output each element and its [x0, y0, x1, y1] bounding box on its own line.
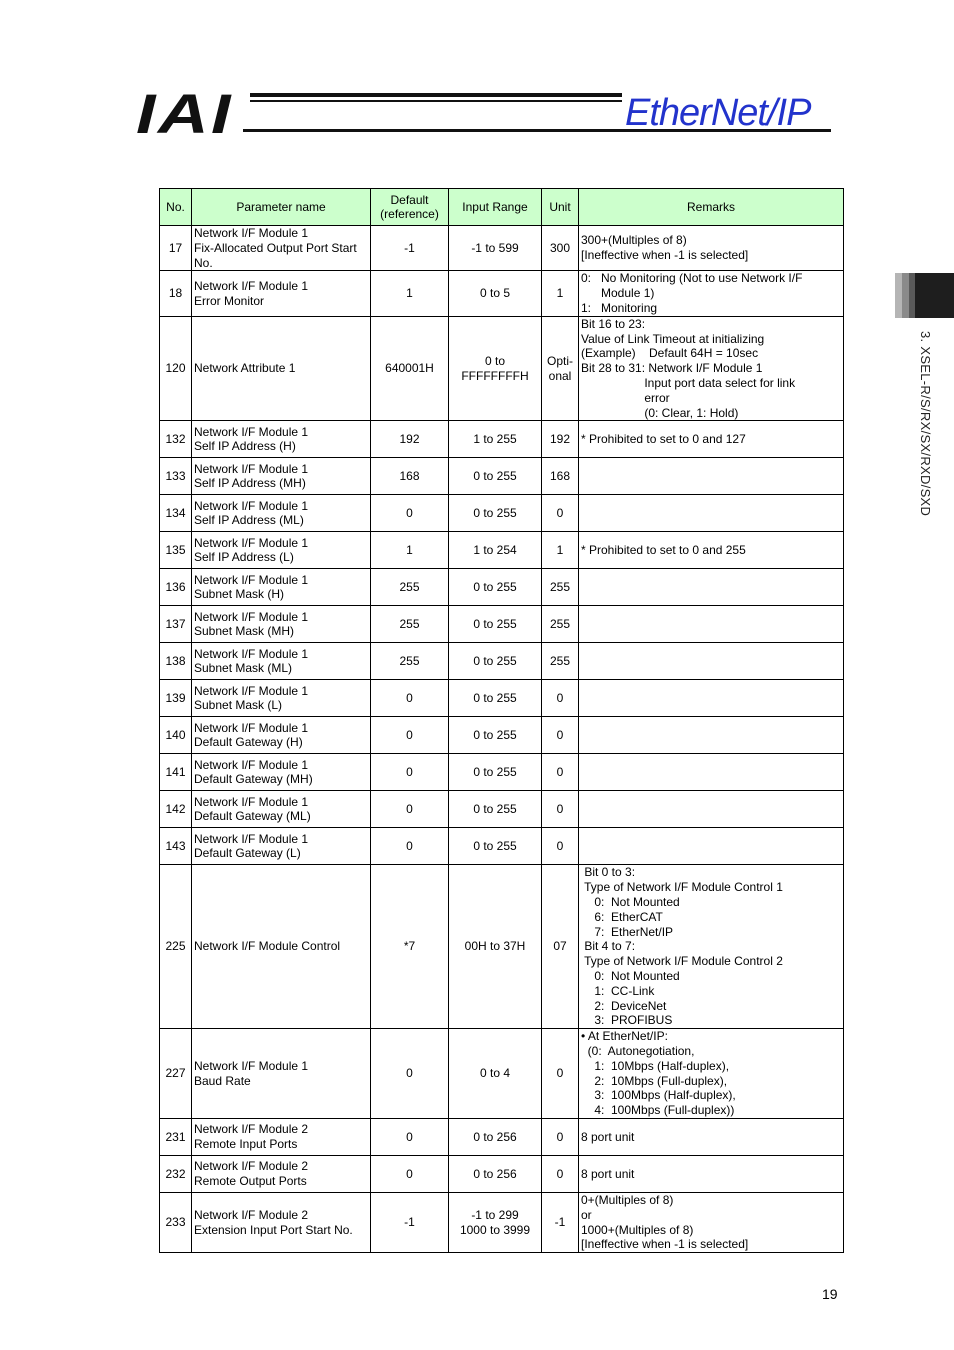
cell-input-range: -1 to 599	[449, 226, 542, 271]
cell-default: 0	[371, 717, 449, 754]
cell-input-range: 0 to 256	[449, 1155, 542, 1192]
table-row	[160, 226, 844, 271]
col-header-default: Default (reference)	[371, 189, 449, 226]
cell-parameter-name: Network I/F Module 1 Subnet Mask (L)	[192, 680, 371, 717]
cell-remarks: * Prohibited to set to 0 and 255	[579, 532, 844, 569]
cell-default: 168	[371, 458, 449, 495]
cell-input-range: 0 to 255	[449, 606, 542, 643]
cell-parameter-name: Network I/F Module 1 Self IP Address (H)	[192, 421, 371, 458]
table-row	[160, 1155, 844, 1192]
table-row	[160, 271, 844, 316]
cell-default: 640001H	[371, 316, 449, 421]
cell-remarks: Bit 0 to 3: Type of Network I/F Module Control 1 0: Not Mounted 6: EtherCAT 7: EtherNet/IP Bit 4 to 7: Type of Network I/F Module Control 2 0: Not Mounted 1: CC-Link 2: DeviceNet 3: PROFIBUS	[579, 865, 844, 1029]
cell-input-range: 0 to 4	[449, 1029, 542, 1119]
cell-unit: 0	[542, 1155, 579, 1192]
cell-remarks: 8 port unit	[579, 1118, 844, 1155]
page-number: 19	[822, 1286, 838, 1302]
table-row	[160, 754, 844, 791]
table-row	[160, 421, 844, 458]
cell-unit: 0	[542, 754, 579, 791]
cell-unit: 0	[542, 828, 579, 865]
table-row	[160, 532, 844, 569]
col-header-remarks: Remarks	[579, 189, 844, 226]
cell-input-range: 0 to 255	[449, 680, 542, 717]
cell-unit: 0	[542, 495, 579, 532]
cell-input-range: 0 to FFFFFFFFH	[449, 316, 542, 421]
cell-parameter-name: Network I/F Module 1 Default Gateway (MH)	[192, 754, 371, 791]
cell-unit: 255	[542, 643, 579, 680]
cell-no: 143	[160, 828, 192, 865]
cell-input-range: 0 to 255	[449, 643, 542, 680]
cell-remarks	[579, 569, 844, 606]
cell-input-range: 0 to 255	[449, 828, 542, 865]
cell-default: 0	[371, 680, 449, 717]
table-row	[160, 1029, 844, 1119]
cell-no: 232	[160, 1155, 192, 1192]
col-header-input-range: Input Range	[449, 189, 542, 226]
table-row	[160, 606, 844, 643]
cell-parameter-name: Network I/F Module 1 Subnet Mask (ML)	[192, 643, 371, 680]
cell-input-range: 1 to 254	[449, 532, 542, 569]
table-row	[160, 458, 844, 495]
cell-default: *7	[371, 865, 449, 1029]
cell-default: 255	[371, 643, 449, 680]
cell-parameter-name: Network I/F Module 1 Self IP Address (L)	[192, 532, 371, 569]
cell-input-range: 0 to 255	[449, 754, 542, 791]
cell-unit: 255	[542, 569, 579, 606]
cell-remarks: 0: No Monitoring (Not to use Network I/F Module 1) 1: Monitoring	[579, 271, 844, 316]
table-header-row	[160, 189, 844, 226]
table-row	[160, 1118, 844, 1155]
cell-no: 134	[160, 495, 192, 532]
table-row	[160, 680, 844, 717]
cell-parameter-name: Network I/F Module 1 Self IP Address (MH)	[192, 458, 371, 495]
cell-default: 255	[371, 606, 449, 643]
table-row	[160, 569, 844, 606]
cell-input-range: 0 to 255	[449, 495, 542, 532]
cell-parameter-name: Network I/F Module 1 Self IP Address (ML)	[192, 495, 371, 532]
cell-default: 0	[371, 828, 449, 865]
table-row	[160, 1192, 844, 1252]
cell-remarks	[579, 495, 844, 532]
cell-remarks	[579, 458, 844, 495]
cell-parameter-name: Network I/F Module 2 Extension Input Port Start No.	[192, 1192, 371, 1252]
cell-parameter-name: Network I/F Module Control	[192, 865, 371, 1029]
cell-unit: Opti- onal	[542, 316, 579, 421]
cell-no: 120	[160, 316, 192, 421]
cell-no: 17	[160, 226, 192, 271]
cell-input-range: 0 to 255	[449, 569, 542, 606]
cell-parameter-name: Network I/F Module 1 Fix-Allocated Output Port Start No.	[192, 226, 371, 271]
cell-remarks	[579, 717, 844, 754]
cell-input-range: 00H to 37H	[449, 865, 542, 1029]
cell-default: 1	[371, 271, 449, 316]
cell-default: 0	[371, 791, 449, 828]
cell-parameter-name: Network I/F Module 1 Subnet Mask (MH)	[192, 606, 371, 643]
cell-unit: 0	[542, 680, 579, 717]
cell-default: 255	[371, 569, 449, 606]
cell-remarks: 300+(Multiples of 8) [Ineffective when -1 is selected]	[579, 226, 844, 271]
cell-no: 141	[160, 754, 192, 791]
cell-default: 0	[371, 754, 449, 791]
cell-remarks: 0+(Multiples of 8) or 1000+(Multiples of 8) [Ineffective when -1 is selected]	[579, 1192, 844, 1252]
cell-unit: 0	[542, 717, 579, 754]
cell-unit: 255	[542, 606, 579, 643]
cell-input-range: 0 to 255	[449, 717, 542, 754]
cell-no: 231	[160, 1118, 192, 1155]
col-header-no: No.	[160, 189, 192, 226]
cell-parameter-name: Network I/F Module 1 Default Gateway (L)	[192, 828, 371, 865]
cell-input-range: -1 to 299 1000 to 3999	[449, 1192, 542, 1252]
cell-parameter-name: Network I/F Module 1 Error Monitor	[192, 271, 371, 316]
cell-input-range: 0 to 256	[449, 1118, 542, 1155]
cell-remarks	[579, 828, 844, 865]
cell-default: 0	[371, 495, 449, 532]
cell-unit: 0	[542, 1118, 579, 1155]
col-header-parameter-name: Parameter name	[192, 189, 371, 226]
chapter-tab-marker	[895, 273, 954, 318]
table-row	[160, 865, 844, 1029]
header-rule-top-thin	[250, 100, 622, 102]
ethernet-ip-logo: EtherNet/IP	[625, 92, 811, 134]
cell-unit: 0	[542, 791, 579, 828]
cell-unit: 1	[542, 271, 579, 316]
cell-no: 139	[160, 680, 192, 717]
cell-no: 132	[160, 421, 192, 458]
cell-no: 135	[160, 532, 192, 569]
header-rule-top	[250, 93, 622, 97]
cell-remarks	[579, 754, 844, 791]
parameter-table	[159, 188, 844, 1253]
cell-no: 140	[160, 717, 192, 754]
cell-no: 225	[160, 865, 192, 1029]
cell-remarks: 8 port unit	[579, 1155, 844, 1192]
table-row	[160, 495, 844, 532]
cell-no: 137	[160, 606, 192, 643]
cell-input-range: 0 to 5	[449, 271, 542, 316]
col-header-unit: Unit	[542, 189, 579, 226]
cell-unit: 1	[542, 532, 579, 569]
cell-remarks	[579, 643, 844, 680]
cell-parameter-name: Network I/F Module 1 Subnet Mask (H)	[192, 569, 371, 606]
cell-parameter-name: Network I/F Module 2 Remote Input Ports	[192, 1118, 371, 1155]
cell-input-range: 0 to 255	[449, 791, 542, 828]
cell-remarks	[579, 680, 844, 717]
cell-unit: -1	[542, 1192, 579, 1252]
cell-no: 142	[160, 791, 192, 828]
table-row	[160, 316, 844, 421]
table-row	[160, 828, 844, 865]
table-row	[160, 643, 844, 680]
cell-input-range: 1 to 255	[449, 421, 542, 458]
cell-remarks: Bit 16 to 23: Value of Link Timeout at initializing (Example) Default 64H = 10sec Bit 28 to 31: Network I/F Module 1 Input port data select for link error (0: Clear, 1: Hold)	[579, 316, 844, 421]
cell-remarks: * Prohibited to set to 0 and 127	[579, 421, 844, 458]
cell-unit: 192	[542, 421, 579, 458]
cell-no: 233	[160, 1192, 192, 1252]
cell-parameter-name: Network I/F Module 1 Default Gateway (ML)	[192, 791, 371, 828]
cell-no: 18	[160, 271, 192, 316]
cell-unit: 168	[542, 458, 579, 495]
cell-unit: 0	[542, 1029, 579, 1119]
cell-default: -1	[371, 226, 449, 271]
cell-no: 227	[160, 1029, 192, 1119]
cell-remarks: • At EtherNet/IP: (0: Autonegotiation, 1: 10Mbps (Half-duplex), 2: 10Mbps (Full-duplex), 3: 100Mbps (Half-duplex), 4: 100Mbps (Full-duplex))	[579, 1029, 844, 1119]
cell-default: 1	[371, 532, 449, 569]
chapter-tab-label: 3. XSEL-R/S/RX/SX/RXD/SXD	[918, 331, 933, 517]
table-row	[160, 717, 844, 754]
iai-logo: IAI	[136, 82, 233, 145]
cell-parameter-name: Network I/F Module 1 Baud Rate	[192, 1029, 371, 1119]
cell-input-range: 0 to 255	[449, 458, 542, 495]
cell-no: 133	[160, 458, 192, 495]
cell-no: 136	[160, 569, 192, 606]
cell-remarks	[579, 606, 844, 643]
cell-default: -1	[371, 1192, 449, 1252]
cell-parameter-name: Network I/F Module 2 Remote Output Ports	[192, 1155, 371, 1192]
cell-remarks	[579, 791, 844, 828]
cell-default: 192	[371, 421, 449, 458]
cell-parameter-name: Network Attribute 1	[192, 316, 371, 421]
cell-unit: 07	[542, 865, 579, 1029]
cell-default: 0	[371, 1118, 449, 1155]
cell-unit: 300	[542, 226, 579, 271]
cell-default: 0	[371, 1029, 449, 1119]
cell-no: 138	[160, 643, 192, 680]
table-row	[160, 791, 844, 828]
cell-parameter-name: Network I/F Module 1 Default Gateway (H)	[192, 717, 371, 754]
cell-default: 0	[371, 1155, 449, 1192]
